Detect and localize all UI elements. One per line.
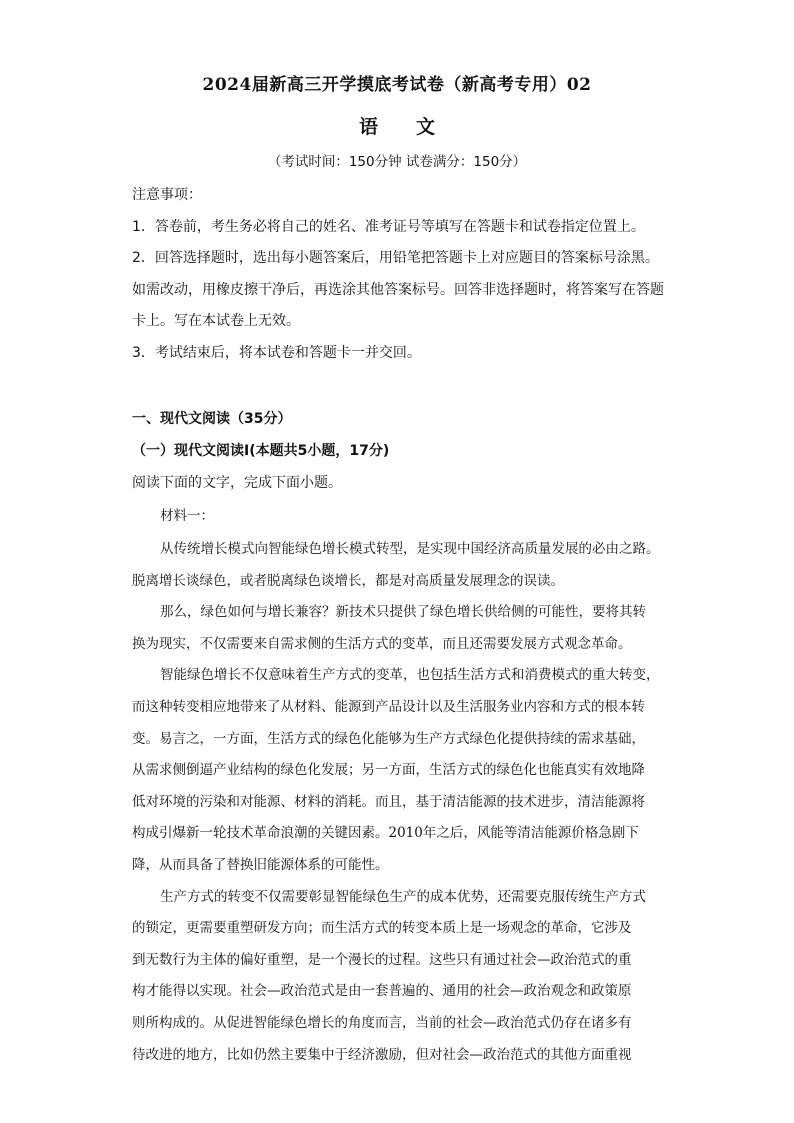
- passage-line: 变。易言之，一方面，生活方式的绿色化能够为生产方式绿色化提供持续的需求基础，: [132, 730, 645, 747]
- passage-line: 换为现实，不仅需要来自需求侧的生活方式的变革，而且还需要发展方式观念革命。: [132, 635, 632, 652]
- passage-line: 从需求侧倒逼产业结构的绿色化发展；另一方面，生活方式的绿色化也能真实有效地降: [132, 762, 645, 779]
- passage-line: 待改进的地方，比如仍然主要集中于经济激励，但对社会—政治范式的其他方面重视: [132, 1046, 632, 1063]
- passage-line: 从传统增长模式向智能绿色增长模式转型，是实现中国经济高质量发展的必由之路。: [160, 541, 660, 557]
- notes-line: 3．考试结束后，将本试卷和答题卡一并交回。: [132, 344, 421, 361]
- passage-line: 低对环境的污染和对能源、材料的消耗。而且，基于清洁能源的技术进步，清洁能源将: [132, 793, 645, 810]
- passage-text: [132, 534, 672, 1071]
- passage-line: 的锁定，更需要重塑研发方向；而生活方式的转变本质上是一场观念的革命，它涉及: [132, 920, 632, 937]
- passage-line: 智能绿色增长不仅意味着生产方式的变革，也包括生活方式和消费模式的重大转变，: [160, 667, 660, 684]
- notes-line: 如需改动，用橡皮擦干净后，再选涂其他答案标号。回答非选择题时，将答案写在答题: [132, 281, 664, 298]
- notes-line: 2．回答选择题时，选出每小题答案后，用铅笔把答题卡上对应题目的答案标号涂黑。: [132, 250, 659, 266]
- reading-instruction: 阅读下面的文字，完成下面小题。: [132, 475, 342, 491]
- passage-line: 构成引爆新一轮技术革命浪潮的关键因素。2010年之后，风能等清洁能源价格急剧下: [132, 825, 639, 842]
- exam-title: 2024届新高三开学摸底考试卷（新高考专用）02: [202, 75, 592, 95]
- subject-heading: [0, 112, 794, 139]
- passage-line: 那么，绿色如何与增长兼容？新技术只提供了绿色增长供给侧的可能性，要将其转: [160, 604, 646, 621]
- material-label: 材料一：: [160, 508, 214, 524]
- notes-block: [132, 180, 672, 369]
- passage-line: 到无数行为主体的偏好重塑，是一个漫长的过程。这些只有通过社会—政治范式的重: [132, 951, 632, 968]
- notes-line: 1．答卷前，考生务必将自己的姓名、准考证号等填写在答题卡和试卷指定位置上。: [132, 218, 645, 235]
- passage-line: 脱离增长谈绿色，或者脱离绿色谈增长，都是对高质量发展理念的误读。: [132, 572, 564, 589]
- passage-line: 构才能得以实现。社会—政治范式是由一套普遍的、通用的社会—政治观念和政策原: [132, 983, 632, 1000]
- passage-line: 降，从而具备了替换旧能源体系的可能性。: [132, 856, 389, 873]
- notes-heading: 注意事项：: [132, 187, 202, 203]
- subject-char-2: 文: [416, 116, 436, 138]
- passage-line: 而这种转变相应地带来了从材料、能源到产品设计以及生活服务业内容和方式的根本转: [132, 698, 645, 715]
- passage-line: 则所构成的。从促进智能绿色增长的角度而言，当前的社会—政治范式仍存在诸多有: [132, 1014, 632, 1031]
- passage-line: 生产方式的转变不仅需要彰显智能绿色生产的成本优势，还需要克服传统生产方式: [160, 888, 646, 905]
- subsection-title: （一）现代文阅读Ⅰ(本题共5小题，17分): [132, 443, 390, 459]
- exam-info: （考试时间：150分钟 试卷满分：150分）: [267, 154, 527, 170]
- subject-char-1: 语: [358, 116, 378, 138]
- notes-line: 卡上。写在本试卷上无效。: [132, 313, 300, 329]
- section-title: 一、现代文阅读（35分）: [132, 411, 292, 427]
